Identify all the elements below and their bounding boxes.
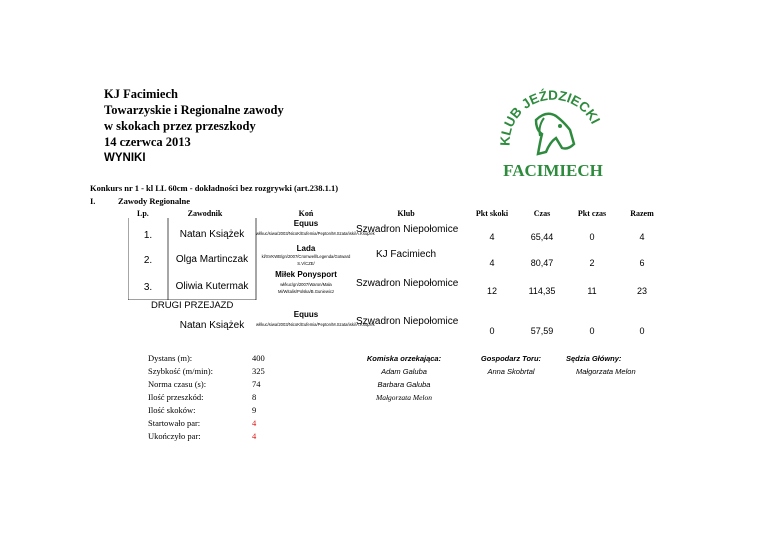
stat-label: Dystans (m):	[148, 353, 193, 363]
row-time: 57,59	[530, 326, 554, 336]
row-horse: Lada	[296, 244, 316, 253]
stat-value: 400	[252, 353, 265, 363]
chief-judge-block	[566, 352, 666, 378]
results-title: WYNIKI	[104, 152, 146, 164]
row-total: 0	[639, 326, 645, 336]
stat-label: Startowało par:	[148, 418, 201, 428]
stat-value: 4	[252, 431, 257, 441]
jury-block	[358, 352, 450, 404]
row-horse-details: kl/SVKWB/gn/2007/Cromwell/Legenda/Gotward S.V/CZE/	[261, 254, 351, 266]
jury-member: Adam Galuba	[381, 367, 427, 376]
row-club: Szwadron Niepołomice	[356, 224, 459, 235]
row-total: 4	[639, 232, 645, 242]
row-horse-details: wł/kuc/gn/2007/Waron/Mała Mi/Witalis/Polska/B.Guniewicz	[277, 282, 335, 294]
stat-value: 74	[252, 379, 261, 389]
row-rider: Natan Książek	[179, 229, 245, 240]
row-lp: 3.	[143, 282, 153, 293]
header-line: w skokach przez przeszkody	[104, 119, 256, 133]
row-club: KJ Facimiech	[375, 249, 436, 260]
row-time: 114,35	[528, 286, 556, 296]
row-time-pts: 11	[587, 286, 597, 296]
chief-judge: Małgorzata Melon	[576, 367, 636, 376]
section-number: I.	[90, 196, 96, 206]
col-horse: Koń	[298, 209, 314, 218]
section-title: Zawody Regionalne	[118, 196, 191, 206]
logo-arc-text: KLUB JEŹDZIECKI	[497, 87, 604, 147]
stats-values	[252, 352, 265, 443]
row-horse: Equus	[293, 310, 319, 319]
row-club: Szwadron Niepołomice	[356, 316, 459, 327]
stat-label: Szybkość (m/min):	[148, 366, 213, 376]
second-round-label: DRUGI PRZEJAZD	[151, 300, 234, 311]
stat-label: Ilość przeszkód:	[148, 392, 204, 402]
row-lp: 2.	[143, 255, 153, 266]
row-club: Szwadron Niepołomice	[356, 278, 459, 289]
row-jump: 0	[489, 326, 495, 336]
stat-value: 325	[252, 366, 265, 376]
col-lp: Lp.	[137, 209, 149, 218]
horse-head-icon	[536, 114, 574, 154]
col-time: Czas	[533, 209, 551, 218]
row-horse: Miłek Ponysport	[275, 270, 337, 279]
row-time: 65,44	[530, 232, 554, 242]
header-line: Towarzyskie i Regionalne zawody	[104, 103, 284, 117]
header-line: 14 czerwca 2013	[104, 135, 191, 149]
col-club: Klub	[397, 209, 415, 218]
row-horse-details: wł/kuc/siwa/2003/NicoK/Eufemia/Pepton/M.Szatański/A.Książek	[256, 231, 375, 236]
club-logo	[488, 86, 618, 186]
jury-member: Barbara Galuba	[377, 380, 431, 389]
jury-title: Komiska orzekająca:	[366, 354, 442, 363]
col-total: Razem	[630, 209, 654, 218]
stat-label: Ukończyło par:	[148, 431, 201, 441]
row-rider: Olga Martinczak	[175, 254, 249, 265]
jury-member: Małgorzata Melon	[375, 393, 433, 402]
row-time-pts: 0	[589, 232, 595, 242]
header-block	[104, 86, 284, 166]
row-jump: 4	[489, 232, 495, 242]
row-time: 80,47	[530, 258, 554, 268]
row-rider: Oliwia Kutermak	[175, 281, 249, 292]
row-rider: Natan Książek	[179, 320, 245, 331]
judge-title: Sędzia Główny:	[566, 354, 622, 363]
course-designer-block	[466, 352, 556, 378]
logo-bottom-text: FACIMIECH	[503, 161, 603, 180]
col-rider: Zawodnik	[187, 209, 223, 218]
stat-label: Ilość skoków:	[148, 405, 196, 415]
course-designer: Anna Skobrtal	[487, 367, 535, 376]
row-horse-details: wł/kuc/siwa/2003/NicoK/Eufemia/Pepton/M.Szatański/A.Książek	[256, 322, 375, 327]
col-jump: Pkt skoki	[475, 209, 509, 218]
row-time-pts: 0	[589, 326, 595, 336]
header-line: KJ Facimiech	[104, 87, 178, 101]
row-jump: 12	[486, 286, 497, 296]
row-horse: Equus	[293, 219, 319, 228]
course-title: Gospodarz Toru:	[480, 354, 542, 363]
stat-value: 9	[252, 405, 257, 415]
row-total: 23	[636, 286, 647, 296]
competition-title: Konkurs nr 1 - kl LL 60cm - dokładności bez rozgrywki (art.238.1.1)	[90, 183, 339, 193]
stat-value: 4	[252, 418, 257, 428]
stats-labels	[148, 352, 213, 443]
row-time-pts: 2	[589, 258, 595, 268]
stat-label: Norma czasu (s):	[148, 379, 207, 389]
stat-value: 8	[252, 392, 257, 402]
row-jump: 4	[489, 258, 495, 268]
row-total: 6	[639, 258, 645, 268]
col-time-pts: Pkt czas	[577, 209, 607, 218]
row-lp: 1.	[143, 230, 153, 241]
